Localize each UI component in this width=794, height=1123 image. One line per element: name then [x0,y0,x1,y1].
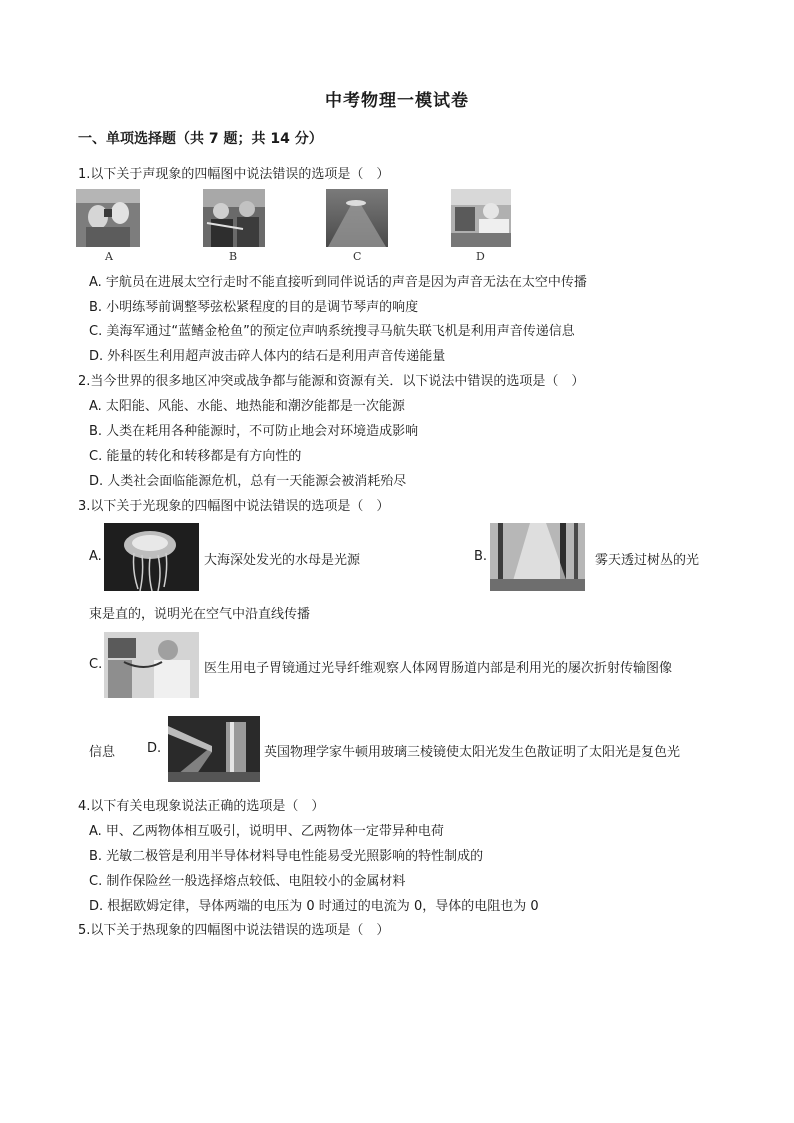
q2-option-c[interactable]: C. 能量的转化和转移都是有方向性的 [89,449,302,464]
q3-option-d-letter[interactable]: D. [147,741,162,756]
endoscope-photo [104,632,199,698]
jellyfish-photo [104,523,199,591]
q2-option-a[interactable]: A. 太阳能、风能、水能、地热能和潮汐能都是一次能源 [89,399,405,414]
q1-option-d[interactable]: D. 外科医生利用超声波击碎人体内的结石是利用声音传递能量 [89,349,446,364]
q2-option-d[interactable]: D. 人类社会面临能源危机，总有一天能源会被消耗殆尽 [89,474,407,489]
q3-option-c-text[interactable]: 医生用电子胃镜通过光导纤维观察人体网胃肠道内部是利用光的屡次折射传输图像 [204,661,673,676]
q3-option-b-continued: 束是直的，说明光在空气中沿直线传播 [89,607,311,622]
violin-photo [203,189,265,247]
q3-option-b-letter[interactable]: B. [474,549,488,564]
q3-option-d-text[interactable]: 英国物理学家牛顿用玻璃三棱镜使太阳光发生色散证明了太阳光是复色光 [264,745,681,760]
astronaut-photo [76,189,140,247]
q3-option-c-letter[interactable]: C. [89,657,103,672]
q3-option-b-text[interactable]: 雾天透过树丛的光 [595,553,700,568]
question-4-stem: 4.以下有关电现象说法正确的选项是（ ） [78,799,325,814]
question-5-stem: 5.以下关于热现象的四幅图中说法错误的选项是（ ） [78,923,390,938]
image-label-d: D [476,250,485,263]
q3-option-a-letter[interactable]: A. [89,549,102,564]
q2-option-b[interactable]: B. 人类在耗用各种能源时，不可防止地会对环境造成影响 [89,424,419,439]
q4-option-a[interactable]: A. 甲、乙两物体相互吸引，说明甲、乙两物体一定带异种电荷 [89,824,444,839]
q1-option-b[interactable]: B. 小明练琴前调整琴弦松紧程度的目的是调节琴声的响度 [89,300,419,315]
question-3-stem: 3.以下关于光现象的四幅图中说法错误的选项是（ ） [78,499,390,514]
q1-option-a[interactable]: A. 宇航员在进展太空行走时不能直接听到同伴说话的声音是因为声音无法在太空中传播 [89,275,587,290]
q4-option-b[interactable]: B. 光敏二极管是利用半导体材料导电性能易受光照影响的特性制成的 [89,849,484,864]
q4-option-c[interactable]: C. 制作保险丝一般选择熔点较低、电阻较小的金属材料 [89,874,406,889]
forest-light-photo [490,523,585,591]
section-heading: 一、单项选择题（共 7 题；共 14 分） [78,131,323,147]
q3-option-a-text[interactable]: 大海深处发光的水母是光源 [204,553,361,568]
ultrasound-lithotripsy-photo [451,189,511,247]
page-title: 中考物理一模试卷 [325,91,469,111]
prism-dispersion-photo [168,716,260,782]
q3-option-c-continued: 信息 [89,745,116,760]
question-1-stem: 1.以下关于声现象的四幅图中说法错误的选项是（ ） [78,167,390,182]
image-label-b: B [229,250,238,263]
q4-option-d[interactable]: D. 根据欧姆定律，导体两端的电压为 0 时通过的电流为 0，导体的电阻也为 0 [89,899,539,914]
question-2-stem: 2.当今世界的很多地区冲突或战争都与能源和资源有关．以下说法中错误的选项是（ ） [78,374,585,389]
image-label-a: A [105,250,113,263]
sonar-beam-image [326,189,388,247]
q1-option-c[interactable]: C. 美海军通过“蓝鳍金枪鱼”的预定位声呐系统搜寻马航失联飞机是利用声音传递信息 [89,324,575,339]
image-label-c: C [353,250,362,263]
